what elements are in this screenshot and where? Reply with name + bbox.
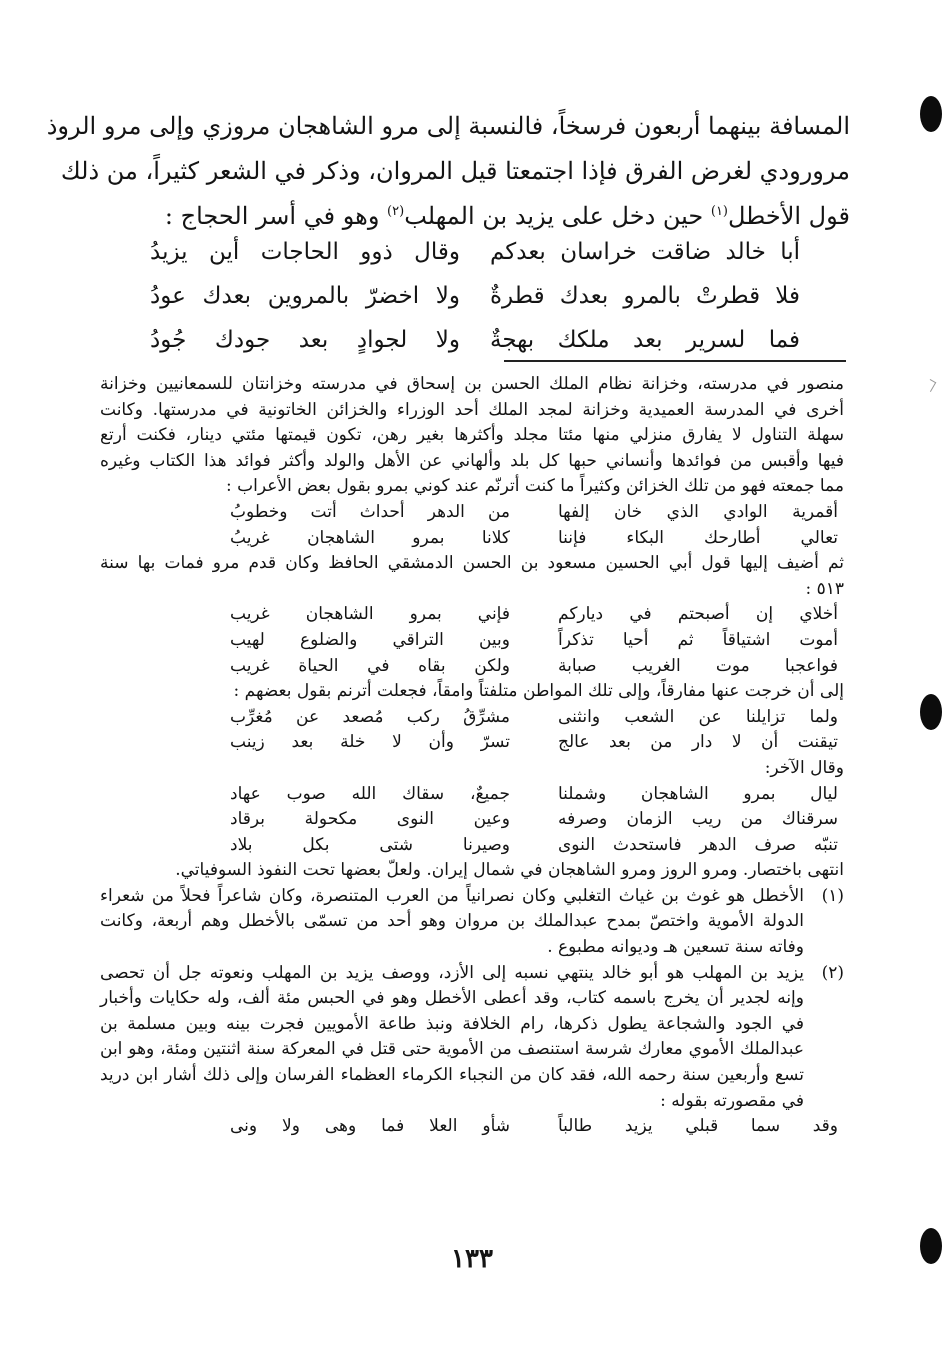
- poem-verse: [150, 274, 800, 318]
- verse-second-half: كلانا بمرو الشاهجان غريبُ: [230, 527, 510, 548]
- verse-first-half: أقمرية الوادي الذي خان إلفها: [558, 501, 838, 522]
- footnote-1: [100, 884, 844, 961]
- footnote-line: في الجود والشجاعة يطول ذكرها، رام الخلافة ونبذ طاعة الأمويين فجرت بينه وبين مسلمة بن: [100, 1013, 804, 1034]
- verse-second-half: شأو العلا فما وهى ولا ونى: [230, 1116, 510, 1137]
- verse-first-half: ولما تزايلنا عن الشعب وانثنى: [558, 706, 838, 727]
- footnote-verse: [100, 807, 844, 833]
- main-paragraph: [46, 104, 850, 239]
- verse-second-half: ولا اخضرّ بالمروين بعدك عودُ: [150, 283, 460, 309]
- footnote-verse: [100, 730, 844, 756]
- footnote-ref-2[interactable]: (٢): [387, 204, 405, 219]
- footnote-verse: [100, 782, 844, 808]
- footnote-line: الأخطل هو غوث بن غياث التغلبي وكان نصرانياً من العرب المتنصرة، وكان شاعراً فحلاً من شعراء: [100, 885, 804, 906]
- verse-first-half: تيقنت أن لا دار من بعد عالج: [558, 732, 838, 753]
- footnote-separator: [504, 360, 846, 362]
- footnote-line: سهلة التناول لا يفارق منزلي منها مئتا مجلد وأكثرها بغير رهن، تكون قيمتها مئتي دينار، فكنت أرتع: [100, 425, 844, 446]
- verse-second-half: ولا لجوادٍ بعد جودك جُودُ: [150, 327, 460, 353]
- footnote-line: يزيد بن المهلب هو أبو خالد ينتهي نسبه إلى الأزد، ووصف يزيد بن المهلب ونعوته جل أن تحصى: [100, 962, 804, 983]
- footnote-line: تسع وأربعين سنة رحمه الله، فقد كان من النجباء الكرماء العظماء الفرسان وإلى ذلك أشار ابن دريد: [100, 1065, 804, 1086]
- main-poem: [150, 230, 800, 362]
- main-line-2: مرورودي لغرض الفرق فإذا اجتمعتا قيل المروان، وذكر في الشعر كثيراً، من ذلك: [60, 157, 850, 185]
- footnote-line: في مقصورته بقوله :: [660, 1090, 804, 1111]
- footnote-2: [100, 961, 844, 1115]
- footnote-verse: [100, 602, 844, 628]
- footnote-verse: [100, 628, 844, 654]
- footnote-verse: [100, 654, 844, 680]
- footnote-verse: [100, 1114, 844, 1140]
- verse-second-half: تسرّ وأن لا خلة بعد زينب: [230, 732, 510, 753]
- footnote-line: ٥١٣ :: [805, 578, 844, 599]
- page-number: ١٣٣: [451, 1244, 493, 1274]
- verse-first-half: فواعجبا موت الغريب صبابة: [558, 655, 838, 676]
- footnote-verse: [100, 705, 844, 731]
- footnote-verse: [100, 526, 844, 552]
- verse-second-half: وقال ذوو الحاجات أين يزيدُ: [150, 239, 460, 265]
- verse-first-half: وقد سما قبلي يزيد طالباً: [558, 1116, 838, 1137]
- footnote-verse: [100, 500, 844, 526]
- verse-second-half: وصيرنا شتى بكل بلاد: [230, 834, 510, 855]
- verse-second-half: وعين النوى مكحولة برقاد: [230, 809, 510, 830]
- footnote-line: ثم أضيف إليها قول أبي الحسين مسعود بن الحسن الدمشقي الحافظ وكان قدم مرو فمات بها سنة: [100, 553, 844, 574]
- footnote-1-number: (١): [821, 885, 844, 906]
- footnote-line: انتهى باختصار. ومرو الروز ومرو الشاهجان في شمال إيران. ولعلّ بعضها تحت النفوذ السوفياتي.: [175, 860, 844, 881]
- footnote-line: إلى أن خرجت عنها مفارقاً، وإلى تلك المواطن متلفتاً وامقاً، فجعلت أترنم بقول بعضهم :: [233, 681, 844, 702]
- footnote-line: مما جمعته فهو من تلك الخزائن وكثيراً ما كنت أترنّم عند كوني بمرو بقول بعض الأعراب :: [226, 476, 844, 497]
- footnote-line: وإنه لجدير أن يخرج باسمه كتاب، وقد أعطى الأخطل وهو في الحبس مئة ألف، وله حكايات وأخبار: [100, 988, 804, 1009]
- punch-hole-bottom: [920, 1228, 942, 1264]
- main-line-3-mid: حين دخل على يزيد بن المهلب: [404, 202, 711, 230]
- footnote-verse: [100, 833, 844, 859]
- poem-verse: [150, 318, 800, 362]
- verse-second-half: وبين التراقي والضلوع لهيب: [230, 629, 510, 650]
- main-line-3-end: وهو في أسر الحجاج :: [164, 202, 388, 230]
- footnote-line: وفاته سنة تسعين هـ وديوانه مطبوع .: [547, 937, 804, 958]
- footnotes: [100, 372, 844, 1140]
- other-poet-label: وقال الآخر:: [764, 757, 844, 778]
- verse-first-half: فما لسرير بعد ملكك بهجةٌ: [490, 327, 800, 353]
- footnote-line: أخرى في المدرسة العميدية وخزانة لمجد الملك أحد الوزراء والخزائن الخاتونية في مدرستها. وكانت: [100, 399, 844, 420]
- verse-first-half: تنبّه صرف الدهر فاستحدث النوى: [558, 834, 838, 855]
- verse-first-half: فلا قطرتْ بالمرو بعدك قطرةٌ: [490, 283, 800, 309]
- verse-second-half: فإني بمرو الشاهجان غريب: [230, 604, 510, 625]
- margin-mark: [925, 379, 937, 392]
- verse-first-half: أبا خالد ضاقت خراسان بعدكم: [490, 239, 800, 265]
- punch-hole-middle: [920, 694, 942, 730]
- footnote-line: منصور في مدرسته، وخزانة نظام الملك الحسن بن إسحاق في مدرسته وخزانتان للسمعانيين وخزانة: [100, 374, 844, 394]
- footnote-ref-1[interactable]: (١): [710, 204, 728, 219]
- footnote-line: فيها وأقبس من فوائدها وأنساني حبها كل بلد وألهاني عن الأهل والولد وأكثر فوائد هذا الكتاب وغيره: [100, 450, 844, 471]
- verse-second-half: جميعٌ، سقاك الله صوب عهاد: [230, 783, 510, 804]
- verse-first-half: أموت اشتياقاً ثم أحيا تذكراً: [558, 629, 838, 650]
- verse-second-half: مشرِّقُ ركب مُصعد عن مُغرِّب: [230, 706, 510, 727]
- footnote-2-number: (٢): [821, 962, 844, 983]
- verse-first-half: سرقناك من ريب الزمان وصرفه: [558, 809, 838, 830]
- footnote-line: الدولة الأموية واختصّ بمدح عبدالملك بن مروان وهو أحد من تسمّى بالأخطل وهم أربعة، وكانت: [100, 911, 804, 932]
- punch-hole-top: [920, 96, 942, 132]
- main-line-1: المسافة بينهما أربعون فرسخاً، فالنسبة إلى مرو الشاهجان مروزي وإلى مرو الروذ: [46, 112, 850, 140]
- verse-second-half: من الدهر أحداث أتت وخطوبُ: [230, 501, 510, 522]
- verse-second-half: ولكن بقاه في الحياة غريب: [230, 655, 510, 676]
- poem-verse: [150, 230, 800, 274]
- main-line-3-start: قول الأخطل: [728, 202, 850, 230]
- footnote-line: عبدالملك الأموي معارك شرسة استنصف من الأموية حتى قتل في المعركة سنة اثنتين ومئة، وهو ابن: [100, 1039, 804, 1060]
- verse-first-half: تعالي أطارحك البكاء فإننا: [558, 527, 838, 548]
- verse-first-half: أخلاي إن أصبحتم في دياركم: [558, 604, 838, 625]
- verse-first-half: ليال بمرو الشاهجان وشملنا: [558, 783, 838, 804]
